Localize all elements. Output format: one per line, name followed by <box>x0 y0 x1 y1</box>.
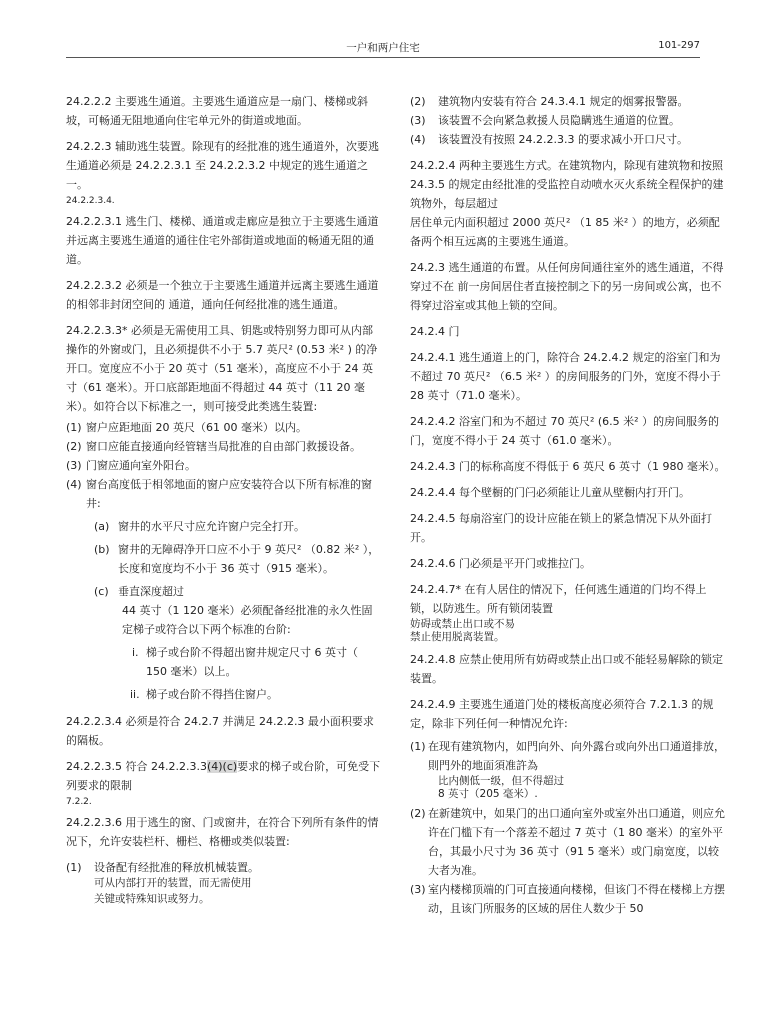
section-heading: 24.2.4 门 <box>410 325 460 338</box>
paragraph-continuation: 妨碍或禁止出口或不易 <box>410 618 515 630</box>
paragraph: 24.2.2.3.4 必须是符合 24.2.7 并满足 24.2.2.3 最小面积要求的隔板。 <box>66 715 374 747</box>
paragraph: 24.2.4.1 逃生通道上的门，除符合 24.2.4.2 规定的浴室门和为不超过 70 英尺² （6.5 米² ）的房间服务的门外，宽度不得小于 28 英寸（71.0 毫米）。 <box>410 351 721 402</box>
sub-sub-list-item: ii. 梯子或台阶不得挡住窗户。 <box>130 688 278 701</box>
paragraph-ref: 7.2.2. <box>66 797 92 807</box>
paragraph: 24.2.4.8 应禁止使用所有妨碍或禁止出口或不能轻易解除的锁定装置。 <box>410 653 723 685</box>
right-column <box>410 92 726 918</box>
list-continuation: 关键或特殊知识或努力。 <box>94 893 210 905</box>
highlight: (4)(c) <box>206 760 238 773</box>
page-header <box>66 40 700 56</box>
list-continuation: 比内侧低一级，但不得超过 <box>438 775 564 787</box>
running-title: 一户和两户住宅 <box>346 42 420 54</box>
paragraph: 24.2.4.6 门必须是平开门或推拉门。 <box>410 557 591 570</box>
paragraph: 24.2.4.9 主要逃生通道门处的楼板高度必须符合 7.2.1.3 的规 定，除非下列任何一种情况允许: <box>410 698 714 730</box>
paragraph: 24.2.2.3.5 符合 24.2.2.3.3(4)(c)要求的梯子或台阶，可免受下列要求的限制 <box>66 760 381 792</box>
list-item: (4) 该装置没有按照 24.2.2.3.3 的要求减小开口尺寸。 <box>410 133 688 146</box>
sub-list-item: (a) 窗井的水平尺寸应允许窗户完全打开。 <box>94 520 305 533</box>
list-item: (2) 在新建筑中，如果门的出口通向室外或室外出口通道，则应允许在门槛下有一个落差不超过 7 英寸（1 80 毫米）的室外平台，其最小尺寸为 36 英寸（91 5 毫米）或门扇宽度，以较大者为准。 <box>410 807 725 877</box>
list-item: (1) 在现有建筑物内，如門向外、向外露台或向外出口通道排放，則門外的地面須准許為 <box>410 740 725 772</box>
list-continuation: 8 英寸（205 毫米）. <box>438 788 538 800</box>
paragraph: 24.2.2.3.3* 必须是无需使用工具、钥匙或特别努力即可从内部操作的外窗或门，且必须提供不小于 5.7 英尺² (0.53 米² ) 的净开口。宽度应不小于 20 英寸（51 毫米），高度应不小于 24 英寸（61 毫米）。开口底部距地面不得超过 44 英寸（11 20 毫米）。如符合以下标准之一，则可接受此类逃生装置: <box>66 324 378 413</box>
header-rule <box>66 57 700 58</box>
list-item: (1) 窗户应距地面 20 英尺（61 00 毫米）以内。 <box>66 421 307 434</box>
paragraph: 24.2.2.3 辅助逃生装置。除现有的经批准的逃生通道外，次要逃生通道必须是 24.2.2.3.1 至 24.2.2.3.2 中规定的逃生通道之一。 <box>66 140 379 191</box>
list-item: (3) 室内楼梯顶端的门可直接通向楼梯，但该门不得在楼梯上方摆动，且该门所服务的区域的居住人数少于 50 <box>410 883 725 915</box>
paragraph: 24.2.4.2 浴室门和为不超过 70 英尺² (6.5 米² ）的房间服务的门，宽度不得小于 24 英寸（61.0 毫米）。 <box>410 415 720 447</box>
paragraph: 24.2.2.4 两种主要逃生方式。在建筑物内，除现有建筑物和按照 24.3.5 的规定由经批准的受监控自动喷水灭火系统全程保护的建筑物外，每层超过 <box>410 159 724 210</box>
paragraph: 24.2.2.3.1 逃生门、楼梯、通道或走廊应是独立于主要逃生通道并远离主要逃生通道的通往住宅外部街道或地面的畅通无阻的通道。 <box>66 215 379 266</box>
paragraph-continuation: 禁止使用脱离装置。 <box>410 631 505 643</box>
list-continuation: 可从内部打开的装置，而无需使用 <box>94 877 252 889</box>
list-item: (2) 建筑物内安装有符合 24.3.4.1 规定的烟雾报警器。 <box>410 95 689 108</box>
list-item: (2) 窗口应能直接通向经管辖当局批准的自由部门救援设备。 <box>66 440 361 453</box>
paragraph: 24.2.2.3.2 必须是一个独立于主要逃生通道并远离主要逃生通道的相邻非封闭空间的 通道，通向任何经批准的逃生通道。 <box>66 279 379 311</box>
paragraph: 24.2.2.3.6 用于逃生的窗、门或窗井，在符合下列所有条件的情况下，允许安装栏杆、栅栏、格栅或类似装置: <box>66 816 379 848</box>
list-item: (1) 设备配有经批准的释放机械装置。 <box>66 861 259 874</box>
left-column <box>66 92 382 909</box>
paragraph: 24.2.4.3 门的标称高度不得低于 6 英尺 6 英寸（1 980 毫米）。 <box>410 460 726 473</box>
sub-list-item: (c) 垂直深度超过 <box>94 585 184 598</box>
paragraph-ref: 24.2.2.3.4. <box>66 196 115 206</box>
list-item: (3) 门窗应通向室外阳台。 <box>66 459 196 472</box>
page-number: 101-297 <box>658 40 700 51</box>
paragraph: 24.2.4.4 每个壁橱的门闩必须能让儿童从壁橱内打开门。 <box>410 486 690 499</box>
list-item: (3) 该装置不会向紧急救援人员隐瞒逃生通道的位置。 <box>410 114 680 127</box>
paragraph-continuation: 居住单元内面积超过 2000 英尺² （1 85 米² ）的地方，必须配备两个相互远离的主要逃生通道。 <box>410 216 720 248</box>
paragraph: 24.2.4.5 每扇浴室门的设计应能在锁上的紧急情况下从外面打开。 <box>410 512 712 544</box>
paragraph: 24.2.3 逃生通道的布置。从任何房间通往室外的逃生通道，不得穿过不在 前一房间居住者直接控制之下的另一房间或公寓，也不得穿过浴室或其他上锁的空间。 <box>410 261 724 312</box>
list-item: (4) 窗台高度低于相邻地面的窗户应安装符合以下所有标准的窗井: <box>66 478 372 510</box>
sub-list-item: (b) 窗井的无障碍净开口应不小于 9 英尺² （0.82 米² ），长度和宽度均不小于 36 英寸（915 毫米）。 <box>94 543 380 575</box>
paragraph: 24.2.2.2 主要逃生通道。主要逃生通道应是一扇门、楼梯或斜坡，可畅通无阻地通向住宅单元外的街道或地面。 <box>66 95 368 127</box>
sub-sub-list-item: i. 梯子或台阶不得超出窗井规定尺寸 6 英寸（ 150 毫米）以上。 <box>132 646 358 678</box>
sub-list-continuation: 44 英寸（1 120 毫米）必须配备经批准的永久性固定梯子或符合以下两个标准的台阶: <box>122 604 373 636</box>
paragraph: 24.2.4.7* 在有人居住的情况下，任何逃生通道的门均不得上锁，以防逃生。所有锁闭装置 <box>410 583 707 615</box>
